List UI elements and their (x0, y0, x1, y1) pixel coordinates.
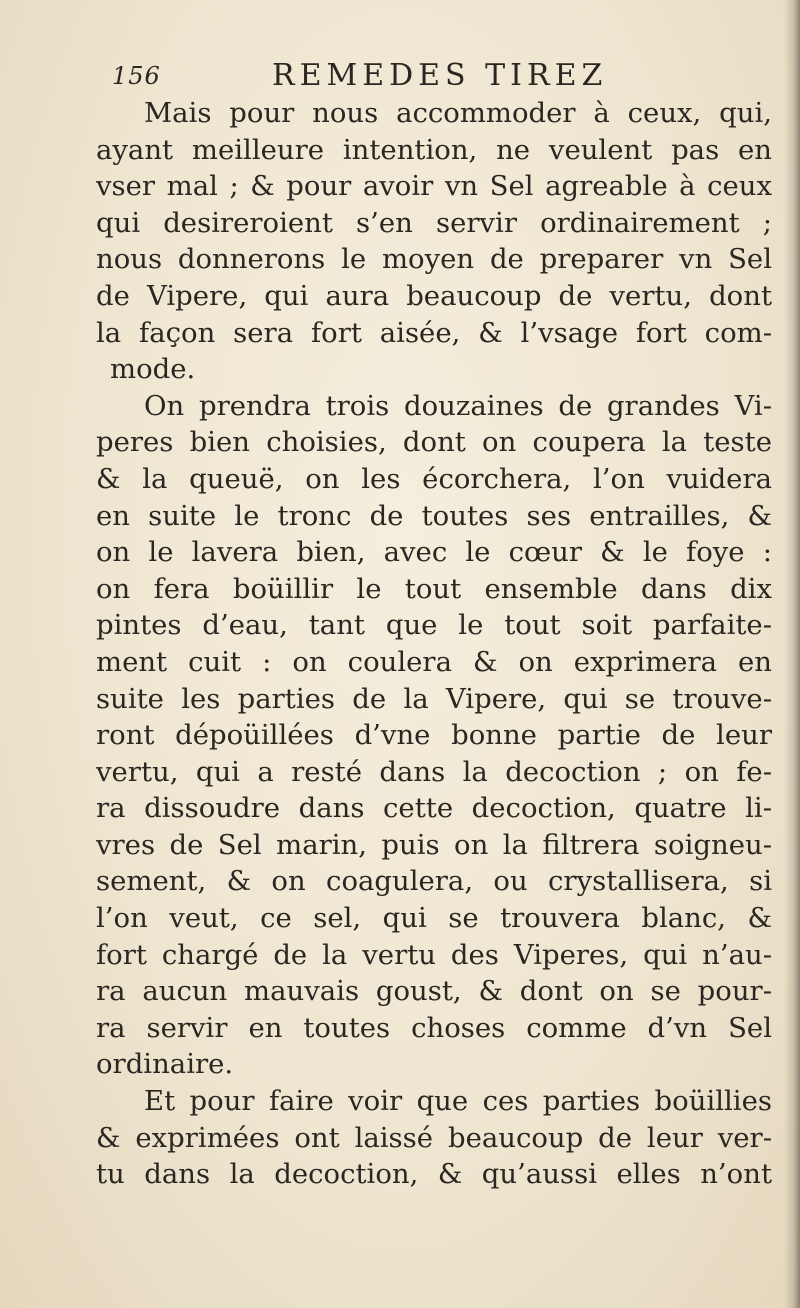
text-line: l’on veut, ce sel, qui se trouvera blanc, & (96, 902, 772, 935)
text-line: ra servir en toutes choses comme d’vn Sel (96, 1011, 772, 1044)
text-line: Et pour faire voir que ces parties boüillies (144, 1085, 772, 1118)
text-line: qui desireroient s’en servir ordinairement ; (96, 206, 772, 239)
text-line: On prendra trois douzaines de grandes Vi- (144, 389, 772, 422)
text-line: tu dans la decoction, & qu’aussi elles n’ont (96, 1158, 772, 1191)
text-line: fort chargé de la vertu des Viperes, qui n’au- (96, 938, 772, 971)
text-line: ra dissoudre dans cette decoction, quatre li- (96, 792, 772, 825)
text-line: mode. (110, 353, 196, 386)
text-line: pintes d’eau, tant que le tout soit parfaite- (96, 609, 772, 642)
text-line: on fera boüillir le tout ensemble dans dix (96, 572, 772, 605)
text-line: nous donnerons le moyen de preparer vn Sel (96, 243, 772, 276)
text-line: suite les parties de la Vipere, qui se trouve- (96, 682, 772, 715)
text-line: sement, & on coagulera, ou crystallisera, si (96, 865, 772, 898)
text-line: ment cuit : on coulera & on exprimera en (96, 645, 772, 678)
gutter-shadow (784, 0, 800, 1308)
text-line: ordinaire. (96, 1048, 234, 1081)
text-line: vres de Sel marin, puis on la filtrera soigneu- (96, 828, 772, 861)
text-line: ra aucun mauvais goust, & dont on se pour- (96, 975, 772, 1008)
text-line: en suite le tronc de toutes ses entrailles, & (96, 499, 772, 532)
body-text (96, 95, 772, 1193)
page-header (112, 56, 672, 96)
text-line: vertu, qui a resté dans la decoction ; on fe- (96, 755, 772, 788)
text-line: ront dépoüillées d’vne bonne partie de leur (96, 719, 772, 752)
text-line: & la queuë, on les écorchera, l’on vuidera (96, 462, 772, 495)
text-line: & exprimées ont laissé beaucoup de leur ver- (96, 1121, 772, 1154)
running-head: REMEDES TIREZ (272, 58, 608, 93)
text-line: on le lavera bien, avec le cœur & le foye : (96, 536, 772, 569)
text-line: peres bien choisies, dont on coupera la teste (96, 426, 772, 459)
text-line: vser mal ; & pour avoir vn Sel agreable à ceux (96, 170, 772, 203)
text-line: la façon sera fort aisée, & l’vsage fort com- (96, 316, 772, 349)
page-number: 156 (112, 62, 161, 90)
text-line: de Vipere, qui aura beaucoup de vertu, dont (96, 279, 772, 312)
text-line: ayant meilleure intention, ne veulent pas en (96, 133, 772, 166)
text-line: Mais pour nous accommoder à ceux, qui, (144, 97, 772, 129)
